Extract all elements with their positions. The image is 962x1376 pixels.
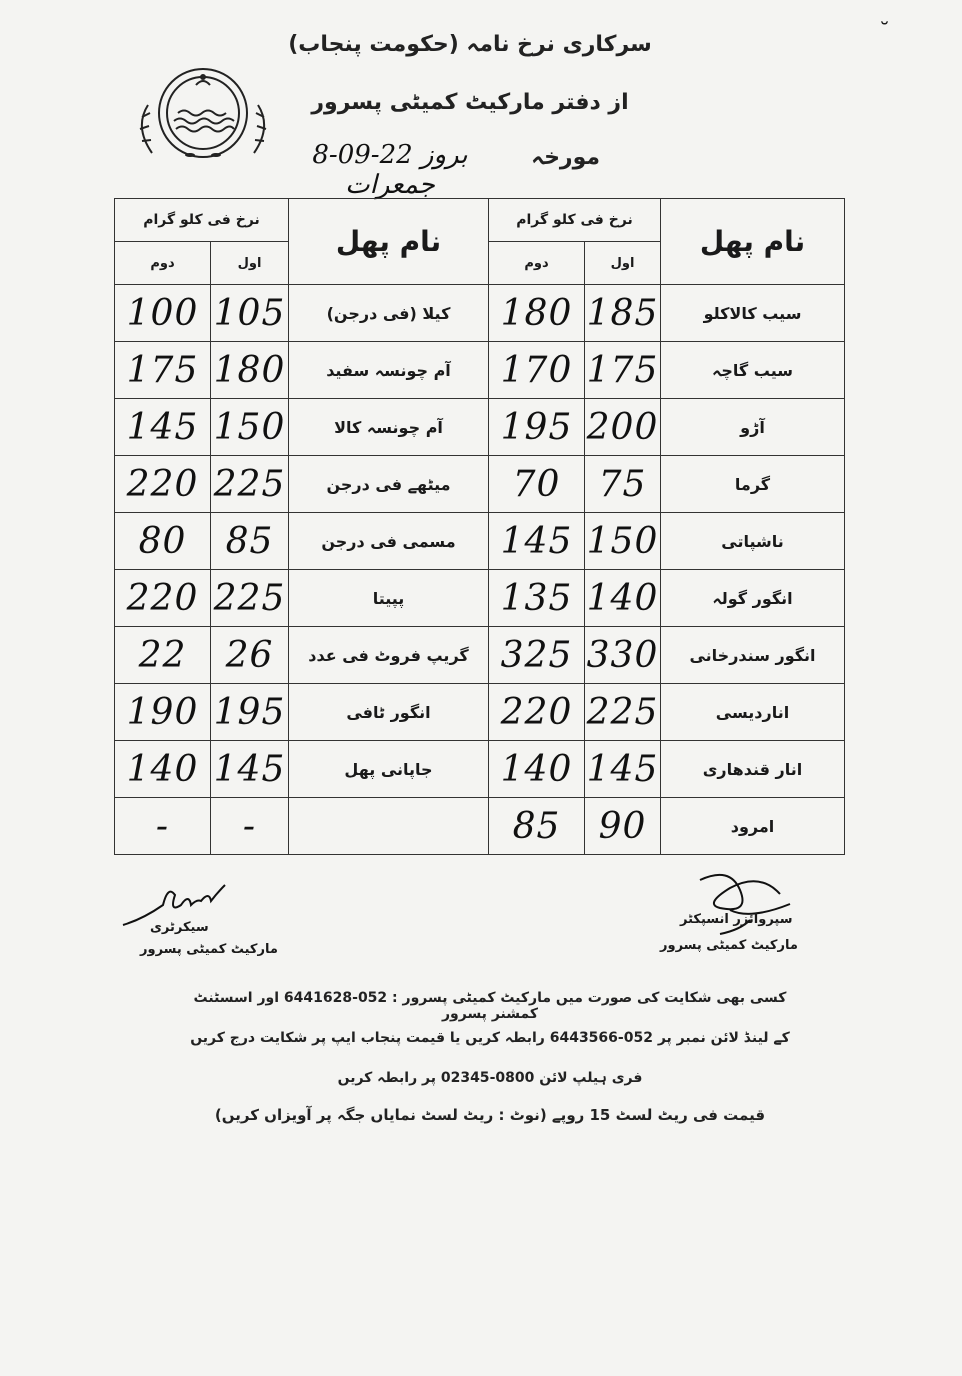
secretary-office: مارکیٹ کمیٹی پسرور [140, 942, 278, 957]
right-first-price: 175 [585, 342, 661, 399]
table-row [115, 627, 845, 684]
left-first-header: اول [211, 242, 289, 285]
right-second-price: 140 [489, 741, 585, 798]
left-first-price: 180 [211, 342, 289, 399]
inspector-signature [690, 860, 800, 940]
right-second-price: 180 [489, 285, 585, 342]
left-first-price: 85 [211, 513, 289, 570]
right-first-price: 75 [585, 456, 661, 513]
right-second-price: 170 [489, 342, 585, 399]
table-row [115, 798, 845, 855]
left-fruit-name: میٹھے فی درجن [289, 456, 489, 513]
right-fruit-name: انگور سندرخانی [661, 627, 845, 684]
right-first-price: 145 [585, 741, 661, 798]
left-second-price: 175 [115, 342, 211, 399]
corner-mark: ˘ [879, 20, 890, 45]
left-first-price: 195 [211, 684, 289, 741]
left-price-header: نرخ فی کلو گرام [115, 199, 289, 242]
right-second-price: 85 [489, 798, 585, 855]
table-row [115, 741, 845, 798]
inspector-office: مارکیٹ کمیٹی پسرور [660, 938, 798, 953]
helpline-line: فری ہیلپ لائن 0800-02345 پر رابطہ کریں [337, 1070, 643, 1086]
left-second-price: 220 [115, 570, 211, 627]
handwritten-date: 8-09-22 بروز جمعرات [312, 140, 468, 200]
left-fruit-name: جاپانی پھل [289, 741, 489, 798]
right-price-header: نرخ فی کلو گرام [489, 199, 661, 242]
table-row [115, 513, 845, 570]
left-second-price: 190 [115, 684, 211, 741]
left-first-price: 105 [211, 285, 289, 342]
left-second-price: 220 [115, 456, 211, 513]
complaint-line-2: کے لینڈ لائن نمبر پر 052-6443566 رابطہ کریں یا قیمت پنجاب ایپ پر شکایت درج کریں [190, 1030, 790, 1046]
left-fruit-name: کیلا (فی درجن) [289, 285, 489, 342]
right-fruit-name: گرما [661, 456, 845, 513]
right-first-price: 90 [585, 798, 661, 855]
left-fruit-name: انگور ٹافی [289, 684, 489, 741]
right-fruit-name: سیب کالاکلو [661, 285, 845, 342]
left-second-price: - [115, 798, 211, 855]
complaint-line-1: کسی بھی شکایت کی صورت میں مارکیٹ کمیٹی پسرور : 052-6441628 اور اسسٹنٹ کمشنر پسرور [193, 990, 787, 1022]
right-fruit-name: انگور گولہ [661, 570, 845, 627]
rate-rows [115, 285, 845, 855]
price-note-line: قیمت فی ریٹ لسٹ 15 روپے (نوٹ : ریٹ لسٹ نمایاں جگہ پر آویزاں کریں) [214, 1106, 766, 1124]
left-fruit-name: آم چونسہ سفید [289, 342, 489, 399]
right-fruit-name: امرود [661, 798, 845, 855]
right-fruit-name: انار قندھاری [661, 741, 845, 798]
left-first-price: 225 [211, 456, 289, 513]
right-first-header: اول [585, 242, 661, 285]
left-second-price: 100 [115, 285, 211, 342]
right-fruit-name: اناردیسی [661, 684, 845, 741]
secretary-title: سیکرٹری [150, 920, 209, 935]
left-fruit-name: آم چونسہ کالا [289, 399, 489, 456]
right-second-price: 145 [489, 513, 585, 570]
left-second-price: 80 [115, 513, 211, 570]
left-name-header: نام پھل [289, 199, 489, 285]
left-first-price: - [211, 798, 289, 855]
right-second-header: دوم [489, 242, 585, 285]
right-name-header: نام پھل [661, 199, 845, 285]
right-first-price: 225 [585, 684, 661, 741]
left-first-price: 225 [211, 570, 289, 627]
right-fruit-name: ناشپاتی [661, 513, 845, 570]
rate-table [114, 198, 845, 855]
right-fruit-name: آڑو [661, 399, 845, 456]
table-row [115, 399, 845, 456]
right-second-price: 70 [489, 456, 585, 513]
office-line: از دفتر مارکیٹ کمیٹی پسرور [311, 90, 629, 115]
right-first-price: 330 [585, 627, 661, 684]
right-first-price: 150 [585, 513, 661, 570]
left-first-price: 150 [211, 399, 289, 456]
table-row [115, 684, 845, 741]
left-fruit-name: گریپ فروٹ فی عدد [289, 627, 489, 684]
left-second-price: 22 [115, 627, 211, 684]
right-second-price: 325 [489, 627, 585, 684]
left-first-price: 145 [211, 741, 289, 798]
punjab-government-emblem [128, 55, 278, 175]
date-label: مورخہ [531, 145, 600, 170]
inspector-title: سپروائزر انسپکٹر [680, 912, 793, 927]
right-second-price: 135 [489, 570, 585, 627]
left-fruit-name [289, 798, 489, 855]
right-first-price: 200 [585, 399, 661, 456]
left-fruit-name: پپیتا [289, 570, 489, 627]
table-row [115, 456, 845, 513]
table-row [115, 285, 845, 342]
right-first-price: 140 [585, 570, 661, 627]
document-title: سرکاری نرخ نامہ (حکومت پنجاب) [288, 32, 652, 57]
left-second-price: 145 [115, 399, 211, 456]
right-second-price: 220 [489, 684, 585, 741]
table-row [115, 570, 845, 627]
left-fruit-name: مسمی فی درجن [289, 513, 489, 570]
right-first-price: 185 [585, 285, 661, 342]
right-second-price: 195 [489, 399, 585, 456]
left-second-price: 140 [115, 741, 211, 798]
table-row [115, 342, 845, 399]
left-second-header: دوم [115, 242, 211, 285]
right-fruit-name: سیب گاچہ [661, 342, 845, 399]
left-first-price: 26 [211, 627, 289, 684]
